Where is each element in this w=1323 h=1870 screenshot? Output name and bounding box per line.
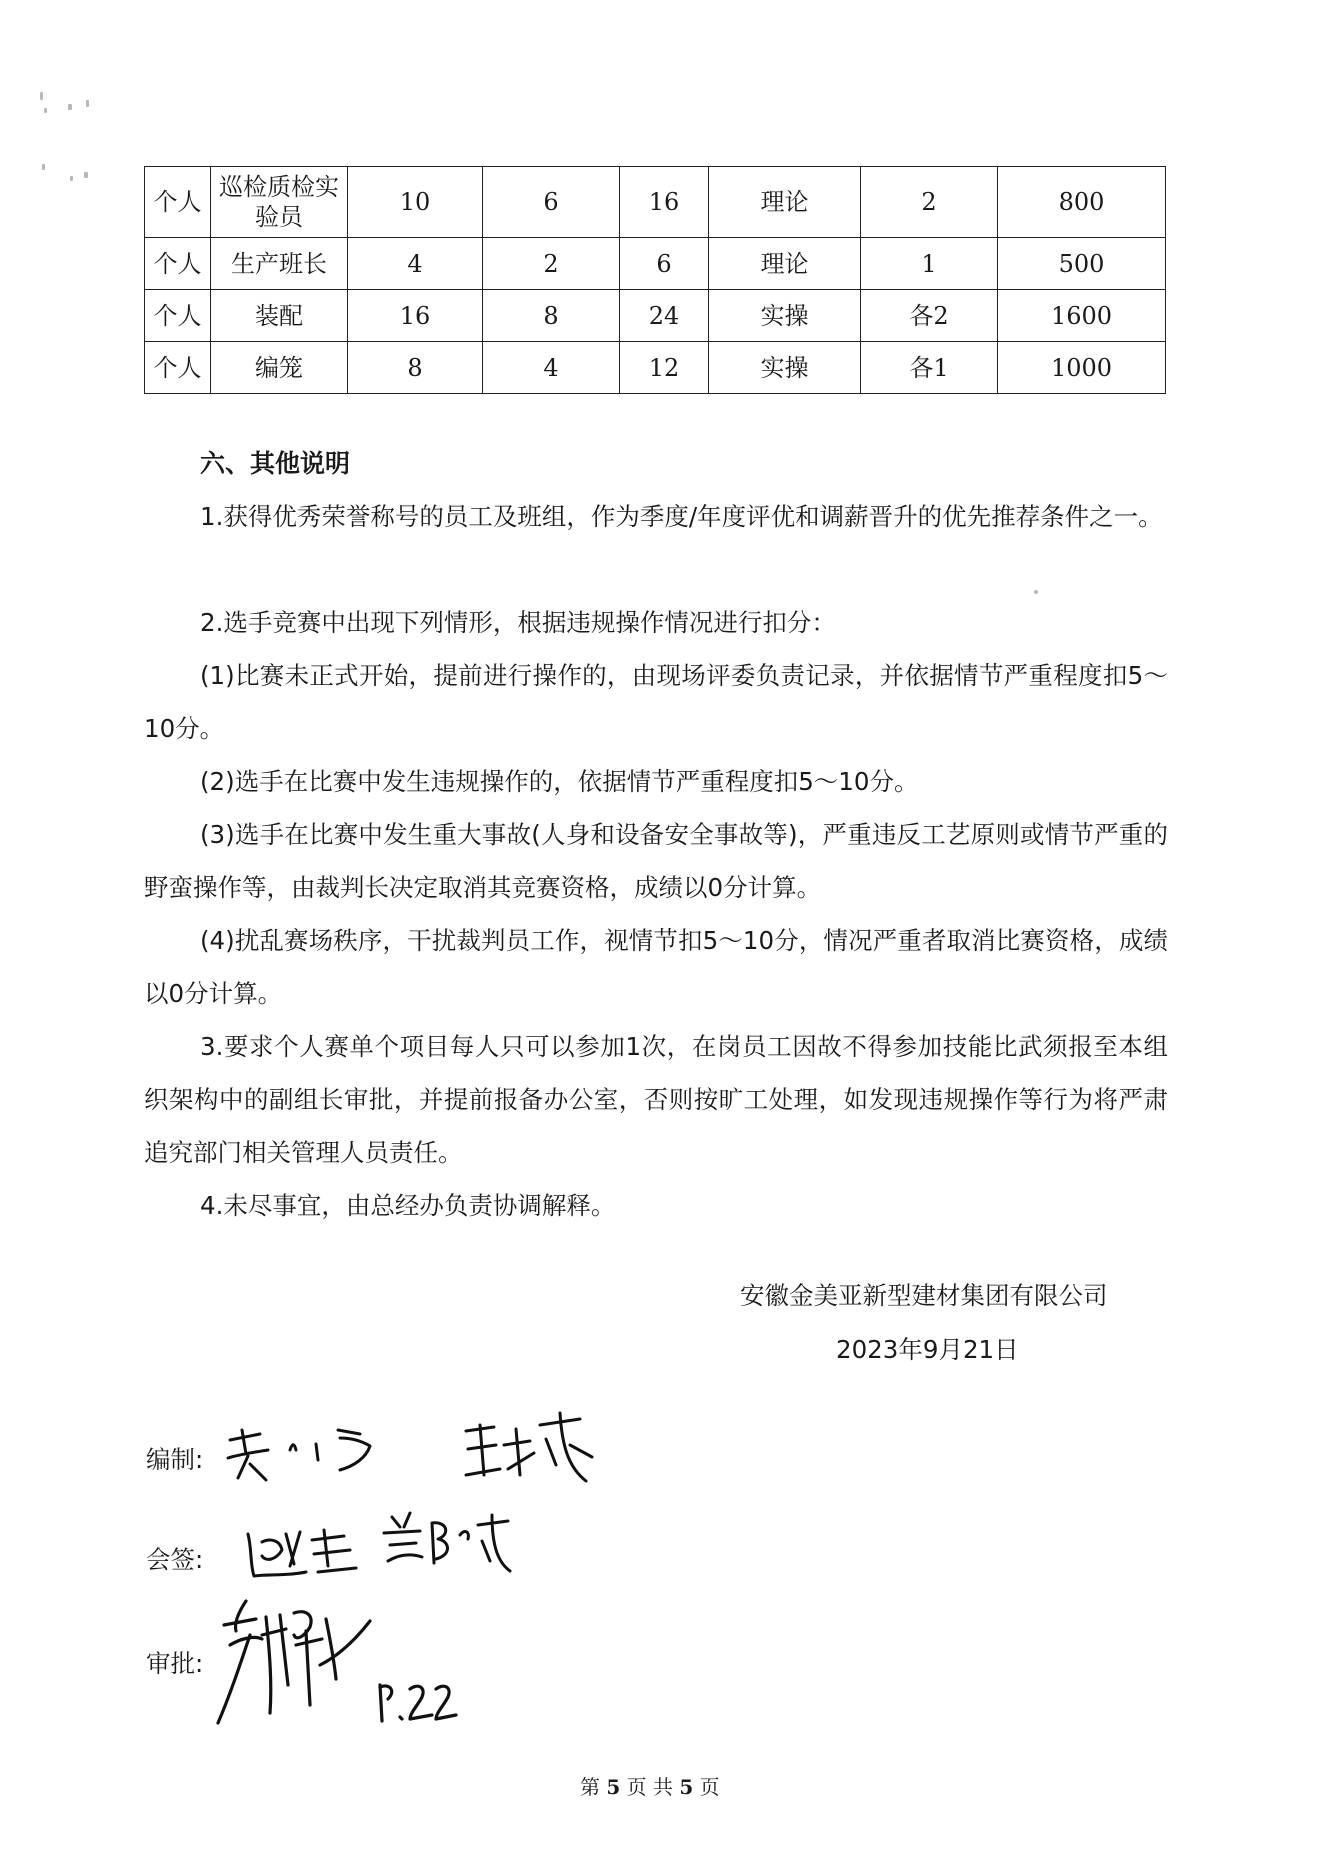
table-cell: 巡检质检实验员 bbox=[211, 167, 348, 238]
scan-mark bbox=[44, 108, 47, 113]
table-cell: 实操 bbox=[709, 290, 861, 342]
table-cell: 个人 bbox=[145, 238, 211, 290]
countersigned-label: 会签: bbox=[146, 1545, 204, 1574]
footer-suffix: 页 bbox=[699, 1775, 720, 1799]
footer-mid: 页 共 bbox=[626, 1775, 673, 1799]
table-cell: 4 bbox=[483, 342, 620, 394]
compiled-signature-1 bbox=[220, 1420, 400, 1490]
paragraph: 3.要求个人赛单个项目每人只可以参加1次，在岗员工因故不得参加技能比武须报至本组织架构中的副组长审批，并提前报备办公室，否则按旷工处理，如发现违规操作等行为将严肃追究部门相关管理人员责任。 bbox=[144, 1032, 1168, 1167]
scan-mark bbox=[68, 104, 72, 110]
paragraph: 1.获得优秀荣誉称号的员工及班组，作为季度/年度评优和调薪晋升的优先推荐条件之一。 bbox=[200, 502, 1163, 531]
table-cell: 个人 bbox=[145, 342, 211, 394]
table-cell: 2 bbox=[861, 167, 998, 238]
table-cell: 16 bbox=[620, 167, 709, 238]
table-cell: 8 bbox=[348, 342, 483, 394]
compiled-signature-2 bbox=[460, 1405, 600, 1495]
scan-mark bbox=[84, 172, 88, 178]
table-row bbox=[145, 238, 1166, 290]
table-row bbox=[145, 342, 1166, 394]
table-cell: 生产班长 bbox=[211, 238, 348, 290]
paragraph: (2)选手在比赛中发生违规操作的，依据情节严重程度扣5～10分。 bbox=[200, 767, 919, 796]
paragraph: 4.未尽事宜，由总经办负责协调解释。 bbox=[200, 1191, 616, 1220]
approved-label: 审批: bbox=[146, 1649, 204, 1678]
table-cell: 6 bbox=[483, 167, 620, 238]
footer-prefix: 第 bbox=[580, 1775, 600, 1799]
section-title: 六、其他说明 bbox=[200, 449, 351, 478]
table-cell: 个人 bbox=[145, 167, 211, 238]
document-date: 2023年9月21日 bbox=[836, 1335, 1019, 1364]
table-cell: 装配 bbox=[211, 290, 348, 342]
table-cell: 1000 bbox=[998, 342, 1166, 394]
scan-mark bbox=[42, 164, 45, 170]
table-cell: 1 bbox=[861, 238, 998, 290]
scan-mark bbox=[70, 176, 73, 181]
scan-mark bbox=[1034, 590, 1038, 594]
table-cell: 4 bbox=[348, 238, 483, 290]
footer-total-pages: 5 bbox=[679, 1775, 694, 1799]
table-cell: 理论 bbox=[709, 167, 861, 238]
approved-signature bbox=[210, 1595, 460, 1735]
table-cell: 8 bbox=[483, 290, 620, 342]
page-footer bbox=[580, 1771, 720, 1800]
table-cell: 实操 bbox=[709, 342, 861, 394]
countersigned-signature-2 bbox=[378, 1505, 518, 1585]
table-cell: 1600 bbox=[998, 290, 1166, 342]
table-cell: 2 bbox=[483, 238, 620, 290]
table-cell: 10 bbox=[348, 167, 483, 238]
table-cell: 6 bbox=[620, 238, 709, 290]
paragraph: (4)扰乱赛场秩序，干扰裁判员工作，视情节扣5～10分，情况严重者取消比赛资格，成绩以0分计算。 bbox=[144, 926, 1168, 1008]
paragraph: (1)比赛未正式开始，提前进行操作的，由现场评委负责记录，并依据情节严重程度扣5～10分。 bbox=[144, 661, 1168, 743]
table-cell: 16 bbox=[348, 290, 483, 342]
paragraph: (3)选手在比赛中发生重大事故(人身和设备安全事故等)，严重违反工艺原则或情节严重的野蛮操作等，由裁判长决定取消其竞赛资格，成绩以0分计算。 bbox=[144, 820, 1168, 902]
table-cell: 800 bbox=[998, 167, 1166, 238]
scan-mark bbox=[40, 92, 43, 100]
table-row bbox=[145, 290, 1166, 342]
table-row bbox=[145, 167, 1166, 238]
table-cell: 24 bbox=[620, 290, 709, 342]
table-cell: 理论 bbox=[709, 238, 861, 290]
table-cell: 12 bbox=[620, 342, 709, 394]
compiled-label: 编制: bbox=[146, 1445, 204, 1474]
countersigned-signature-1 bbox=[240, 1520, 370, 1590]
scan-mark bbox=[86, 100, 89, 107]
score-table bbox=[144, 166, 1166, 394]
table-cell: 各1 bbox=[861, 342, 998, 394]
company-name: 安徽金美亚新型建材集团有限公司 bbox=[740, 1281, 1108, 1310]
table-cell: 各2 bbox=[861, 290, 998, 342]
table-cell: 编笼 bbox=[211, 342, 348, 394]
table-cell: 个人 bbox=[145, 290, 211, 342]
paragraph: 2.选手竞赛中出现下列情形，根据违规操作情况进行扣分： bbox=[200, 608, 836, 637]
footer-page-number: 5 bbox=[606, 1775, 621, 1799]
table-cell: 500 bbox=[998, 238, 1166, 290]
